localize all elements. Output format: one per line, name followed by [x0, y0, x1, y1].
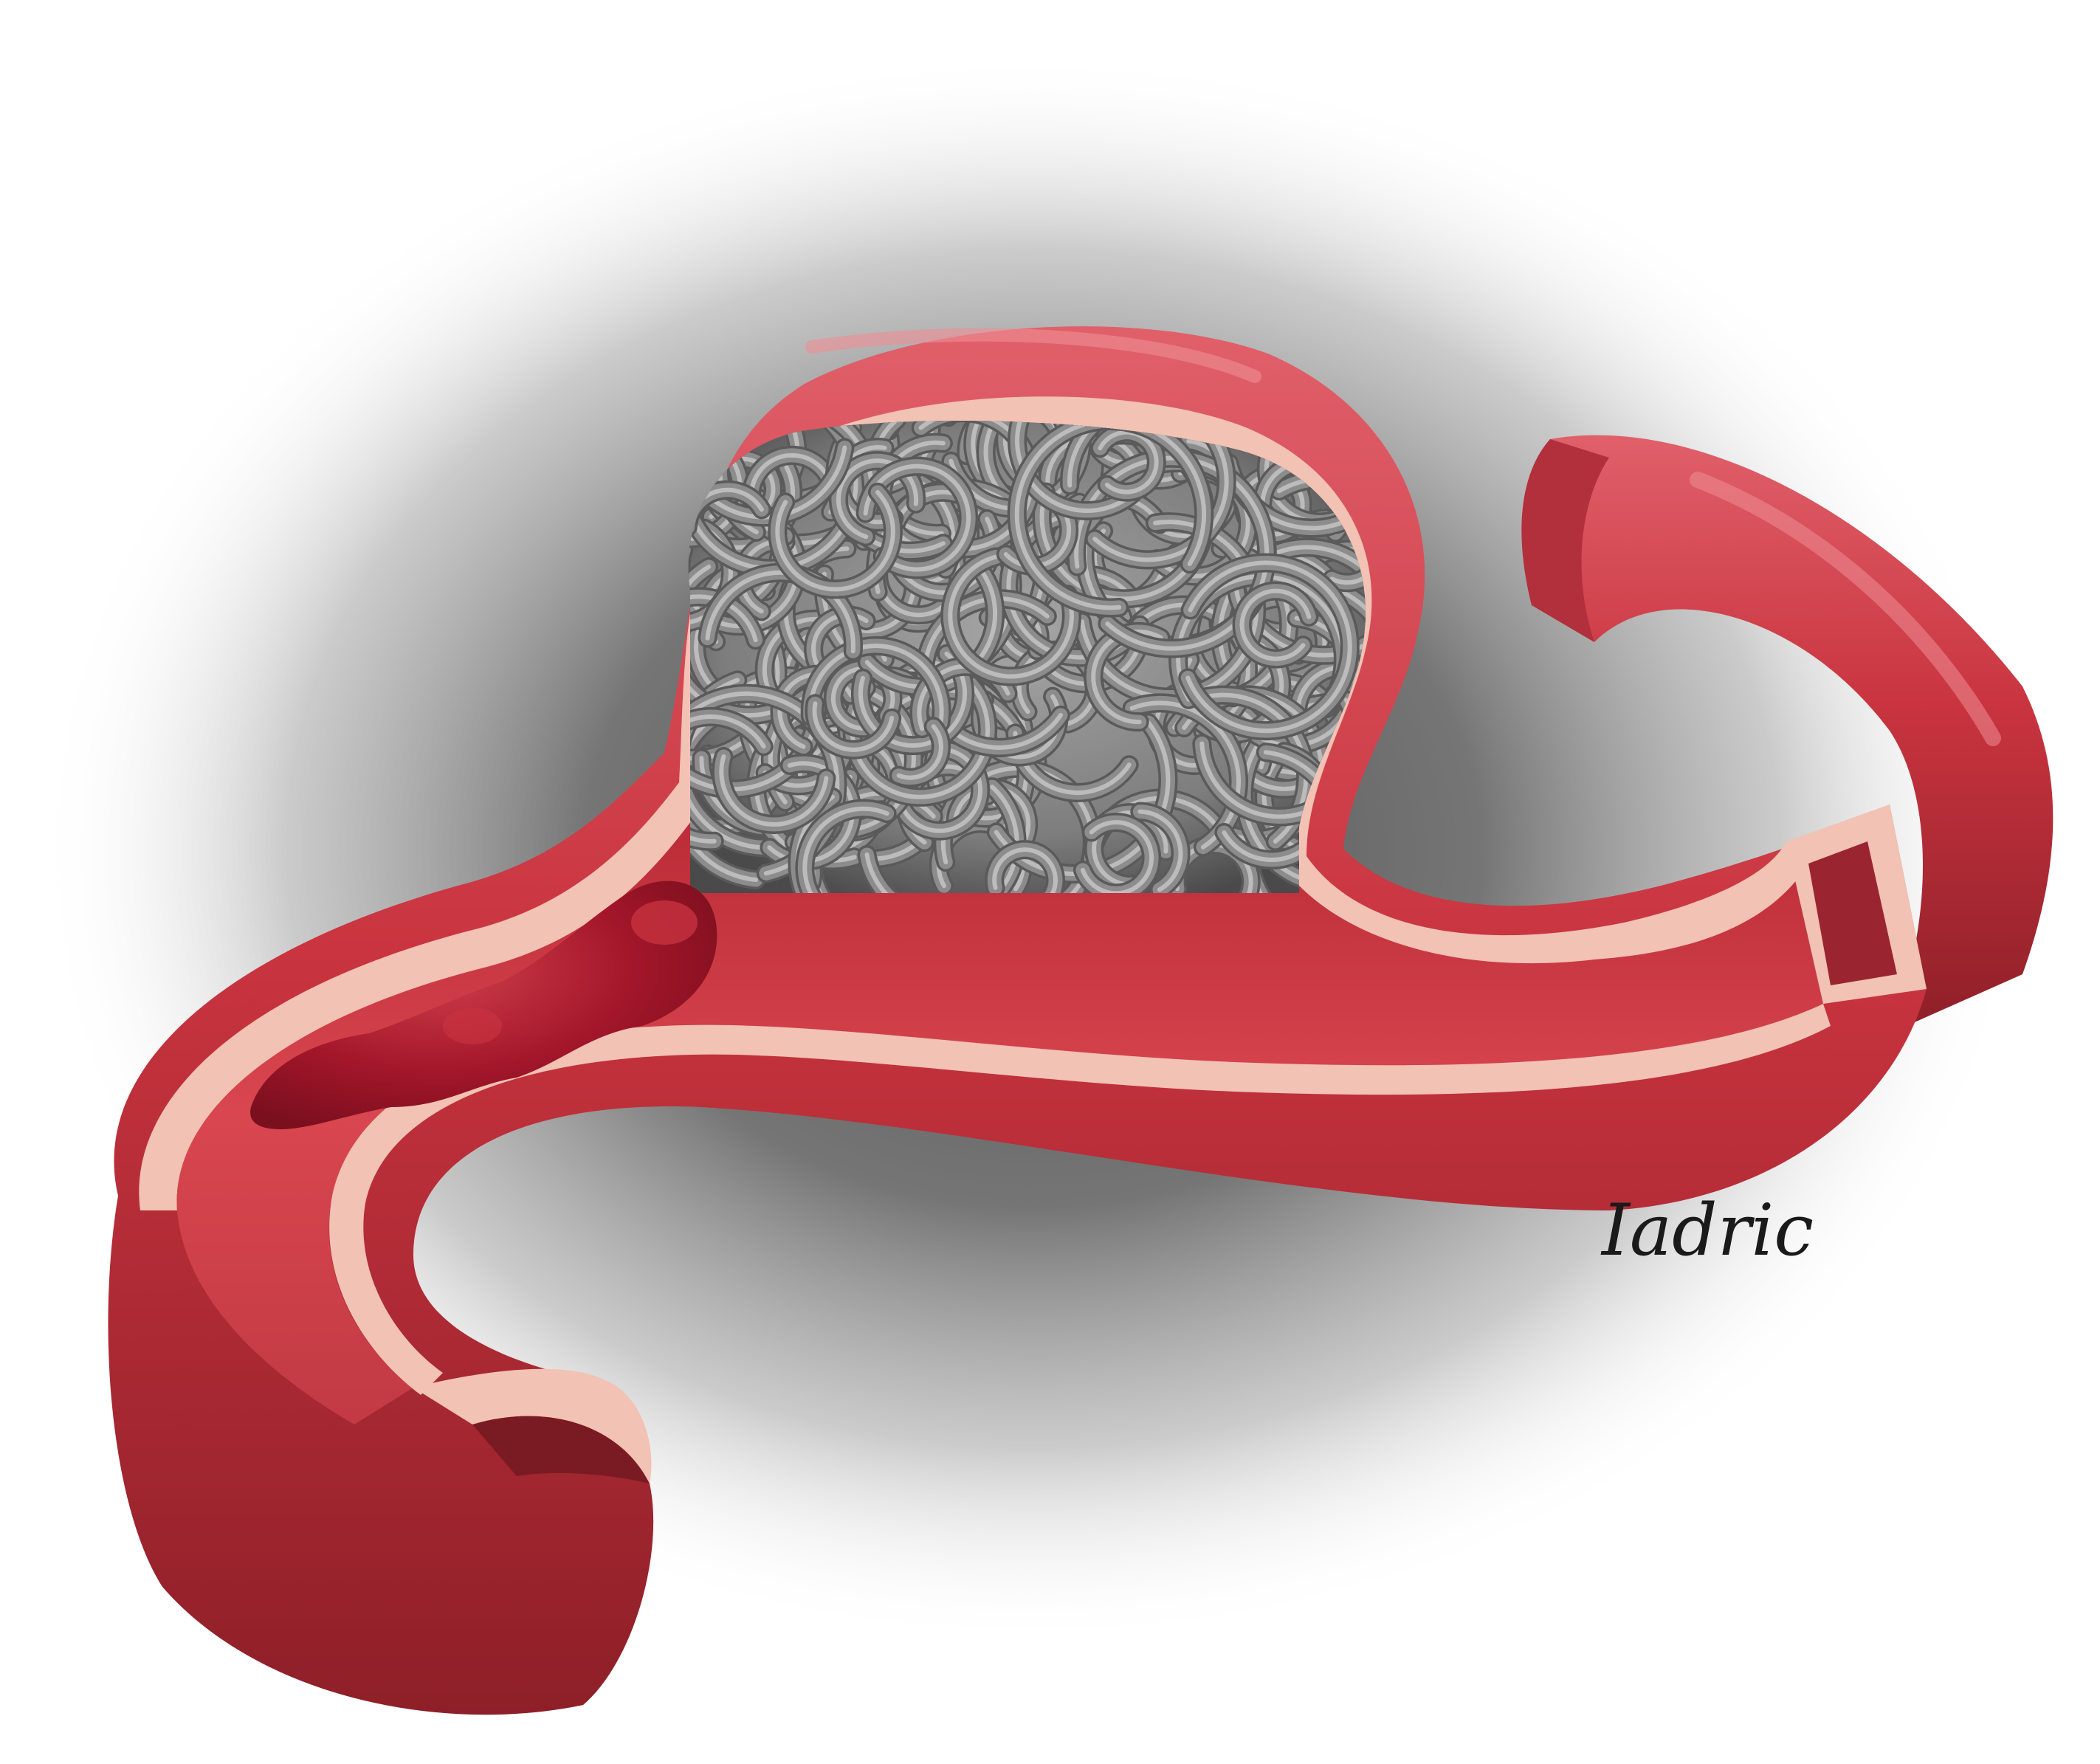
artist-signature: Iadric [1602, 1189, 1814, 1272]
clot-highlight [631, 900, 698, 945]
clot-highlight-2 [443, 1007, 502, 1044]
